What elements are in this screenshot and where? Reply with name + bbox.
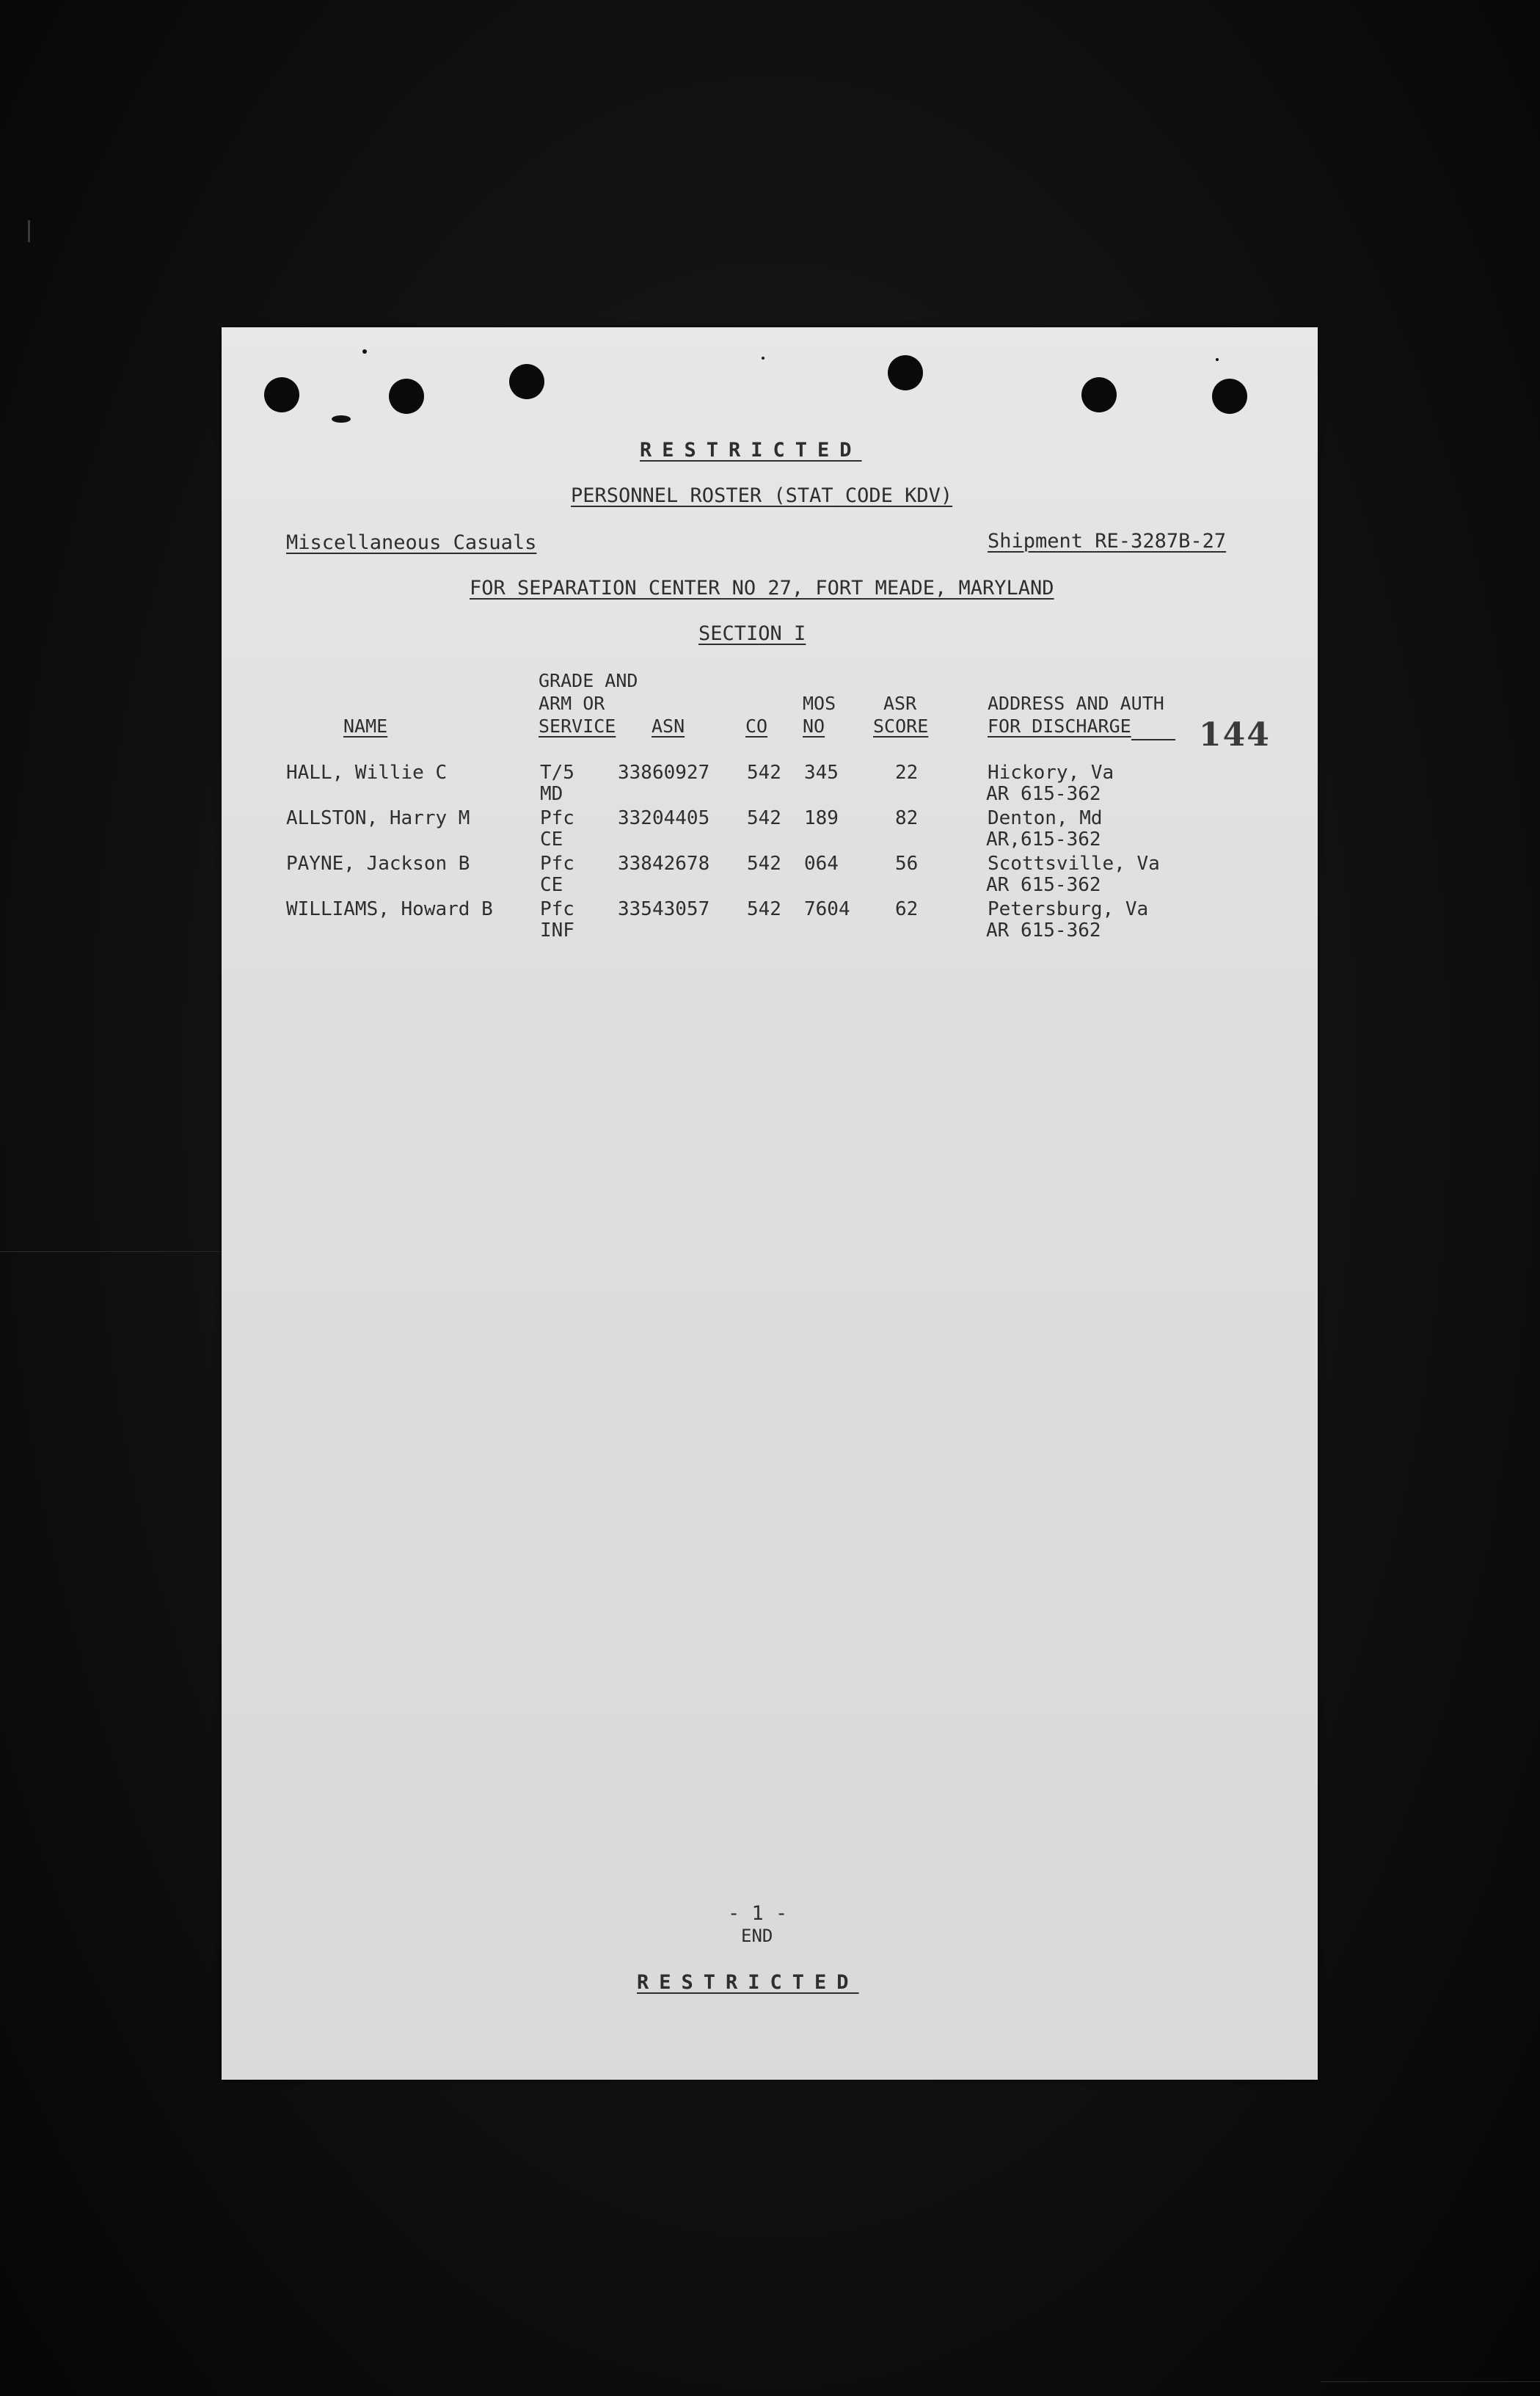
- table-cell-address: Hickory, Va: [988, 762, 1114, 784]
- table-cell-address: Petersburg, Va: [988, 898, 1149, 920]
- table-cell-mos: 345: [804, 762, 839, 784]
- table-row: [222, 898, 1318, 944]
- ink-speck: [332, 415, 351, 423]
- roster-page: [222, 327, 1318, 2080]
- table-cell-co: 542: [747, 853, 781, 875]
- column-header-mos: NO: [803, 715, 825, 737]
- table-cell-asn: 33204405: [618, 807, 710, 829]
- table-cell-grade: Pfc: [540, 898, 574, 920]
- table-cell-asr: 62: [895, 898, 919, 920]
- column-header-co: CO: [745, 715, 768, 737]
- film-scratch: [28, 220, 30, 242]
- table-cell-name: ALLSTON, Harry M: [286, 807, 470, 829]
- column-header-grade: ARM OR: [539, 693, 605, 714]
- table-row: [222, 762, 1318, 807]
- column-header-asn: ASN: [652, 715, 685, 737]
- table-cell-auth: AR 615-362: [986, 874, 1101, 896]
- page-number: - 1 -: [728, 1902, 788, 1925]
- address-header-rule: [1131, 739, 1175, 740]
- table-cell-name: HALL, Willie C: [286, 762, 448, 784]
- punch-hole: [1081, 377, 1117, 412]
- table-cell-auth: AR 615-362: [986, 783, 1101, 805]
- table-cell-name: PAYNE, Jackson B: [286, 853, 470, 875]
- table-cell-co: 542: [747, 807, 781, 829]
- shipment-number: Shipment RE-3287B-27: [988, 530, 1227, 553]
- table-cell-service: CE: [540, 829, 563, 851]
- table-cell-asr: 56: [895, 853, 919, 875]
- restricted-marking-top: RESTRICTED: [640, 439, 862, 462]
- table-cell-asn: 33860927: [618, 762, 710, 784]
- table-cell-address: Denton, Md: [988, 807, 1103, 829]
- punch-hole: [264, 377, 299, 412]
- table-cell-grade: Pfc: [540, 853, 574, 875]
- table-cell-service: CE: [540, 874, 563, 896]
- table-cell-asn: 33543057: [618, 898, 710, 920]
- table-cell-address: Scottsville, Va: [988, 853, 1160, 875]
- ink-speck: [762, 357, 764, 360]
- table-cell-service: MD: [540, 783, 563, 805]
- punch-hole: [1212, 379, 1247, 414]
- column-header-asr: ASR: [883, 693, 917, 714]
- page-stamp: 144: [1199, 716, 1271, 754]
- table-cell-mos: 7604: [804, 898, 850, 920]
- roster-title: PERSONNEL ROSTER (STAT CODE KDV): [571, 484, 953, 507]
- unit-name: Miscellaneous Casuals: [286, 531, 537, 554]
- ink-speck: [1216, 358, 1219, 361]
- column-header-address: FOR DISCHARGE: [988, 715, 1131, 737]
- punch-hole: [389, 379, 424, 414]
- table-cell-auth: AR 615-362: [986, 920, 1101, 942]
- table-cell-co: 542: [747, 898, 781, 920]
- table-cell-service: INF: [540, 920, 574, 942]
- table-cell-asr: 22: [895, 762, 919, 784]
- column-header-grade: SERVICE: [539, 715, 616, 737]
- restricted-marking-bottom: RESTRICTED: [637, 1971, 859, 1994]
- film-scratch: [0, 1251, 220, 1252]
- punch-hole: [888, 355, 923, 390]
- table-row: [222, 853, 1318, 898]
- table-row: [222, 807, 1318, 853]
- table-cell-asr: 82: [895, 807, 919, 829]
- column-header-name: NAME: [343, 715, 388, 737]
- end-marker: END: [741, 1926, 773, 1946]
- table-cell-asn: 33842678: [618, 853, 710, 875]
- table-cell-name: WILLIAMS, Howard B: [286, 898, 493, 920]
- table-cell-mos: 189: [804, 807, 839, 829]
- table-cell-grade: T/5: [540, 762, 574, 784]
- section-heading: SECTION I: [698, 622, 806, 645]
- table-cell-mos: 064: [804, 853, 839, 875]
- table-cell-auth: AR,615-362: [986, 829, 1101, 851]
- destination-line: FOR SEPARATION CENTER NO 27, FORT MEADE, MARYLAND: [470, 577, 1054, 600]
- punch-hole: [509, 364, 544, 399]
- column-header-address: ADDRESS AND AUTH: [988, 693, 1164, 714]
- film-scratch: [1321, 2381, 1540, 2382]
- column-header-mos: MOS: [803, 693, 836, 714]
- table-cell-co: 542: [747, 762, 781, 784]
- ink-speck: [362, 349, 367, 354]
- table-cell-grade: Pfc: [540, 807, 574, 829]
- column-header-asr: SCORE: [873, 715, 929, 737]
- column-header-grade: GRADE AND: [539, 670, 638, 691]
